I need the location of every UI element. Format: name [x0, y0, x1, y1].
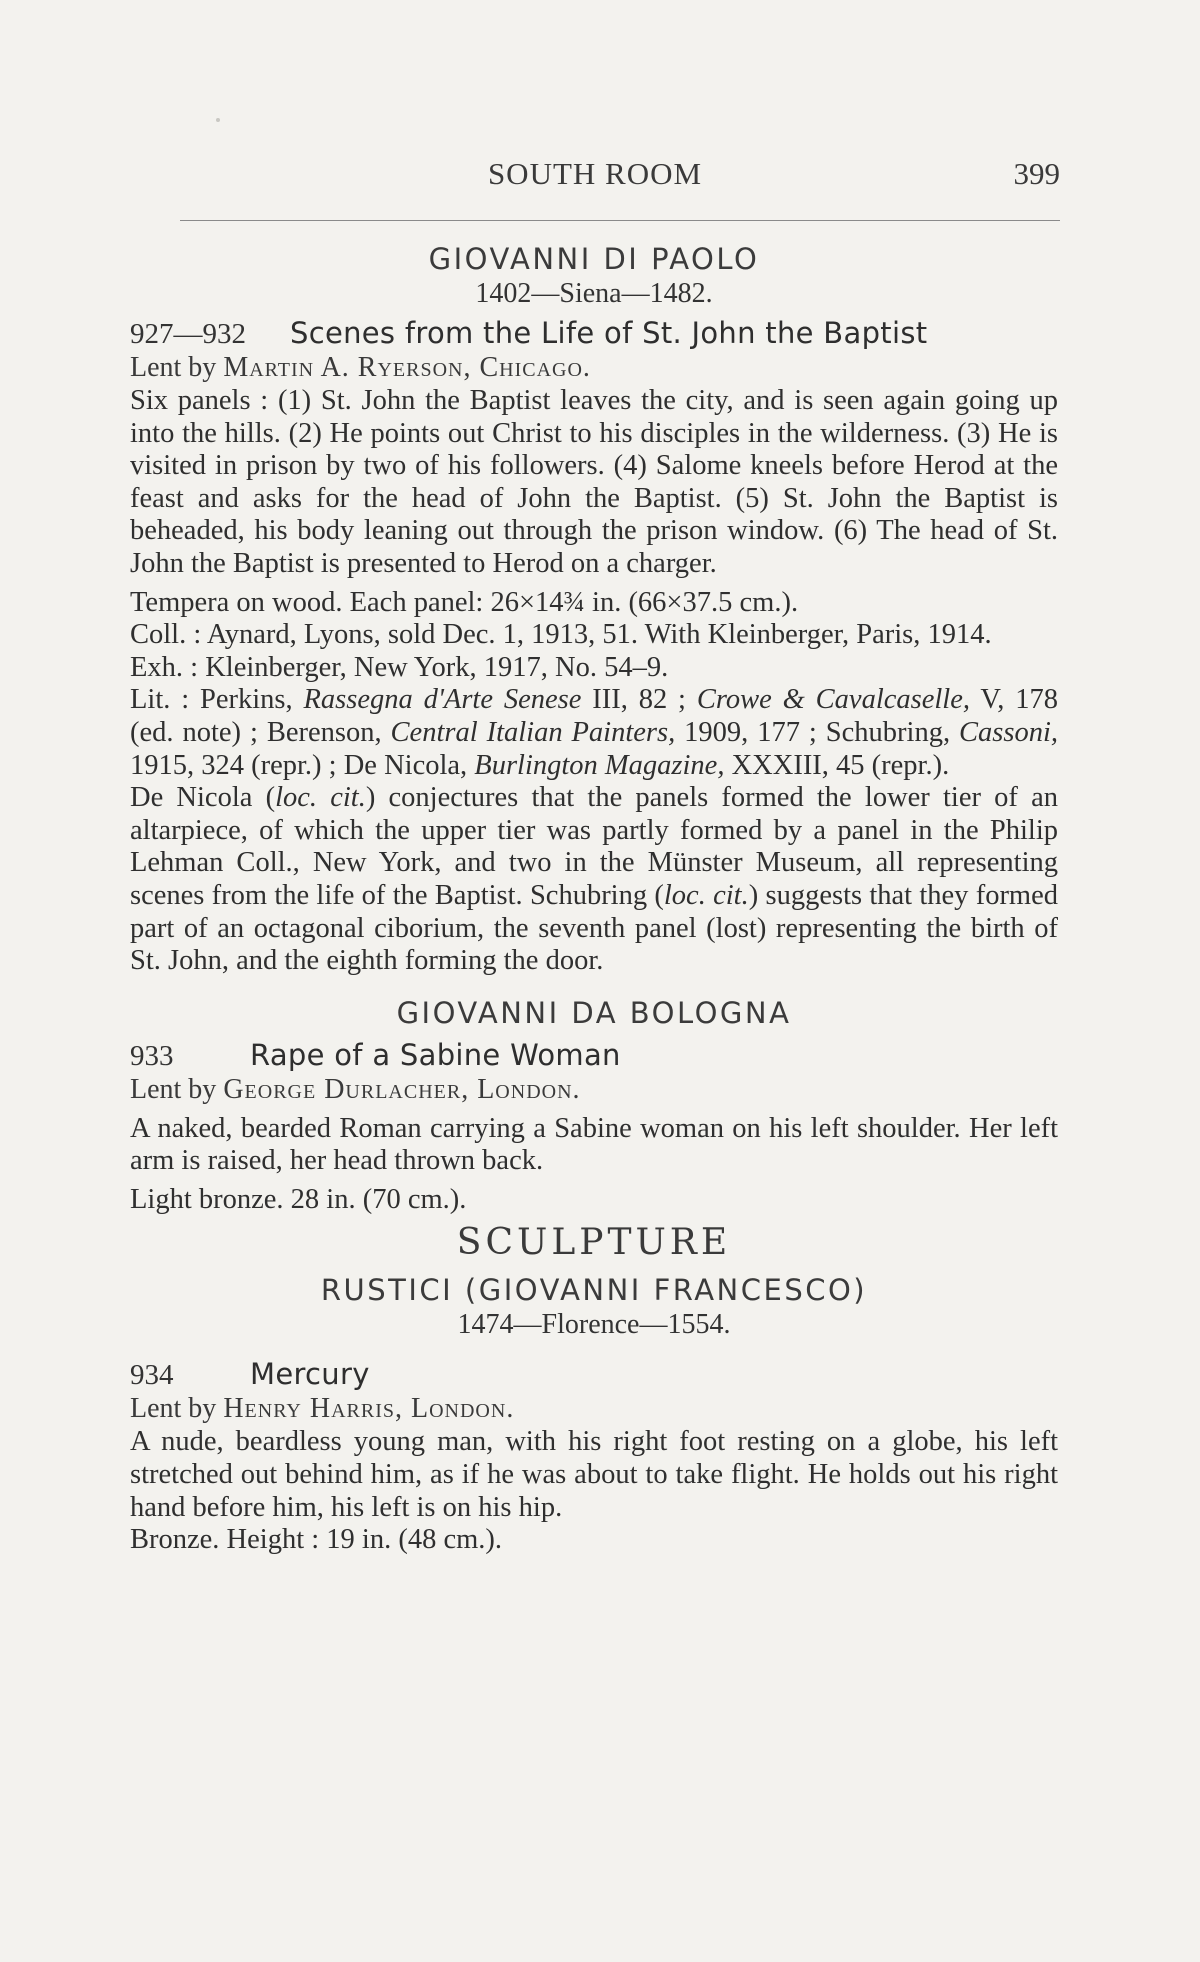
lit-title: Central Italian Painters, [390, 716, 676, 748]
lit-title: Cassoni, [959, 716, 1059, 748]
lit-text: XXXIII, 45 (repr.). [731, 749, 950, 781]
exhibition: Exh. : Kleinberger, New York, 1917, No. 54–9. [130, 651, 669, 683]
work-title: Mercury [250, 1357, 370, 1392]
medium: Tempera on wood. Each panel: 26×14¾ in. (66×37.5 cm.). [130, 586, 799, 618]
note-ref: loc. cit. [275, 782, 366, 814]
lit-text: V, 178 (ed. note) ; Berenson, [130, 684, 1058, 748]
collection: Coll. : Aynard, Lyons, sold Dec. 1, 1913, 51. With Kleinberger, Paris, 1914. [130, 619, 992, 651]
running-head: SOUTH ROOM [487, 156, 703, 191]
lent-prefix: Lent by [130, 1073, 217, 1105]
lender-line [130, 351, 1058, 385]
lit-text: III, 82 ; [592, 684, 686, 716]
lent-prefix: Lent by [130, 352, 217, 383]
lender-name: Henry Harris, London. [223, 1393, 515, 1425]
lit-title: Burlington Magazine, [474, 749, 725, 781]
page-content [130, 232, 1058, 1557]
note [130, 782, 1058, 978]
work-title: Scenes from the Life of St. John the Baptist [290, 316, 928, 350]
lit-text: 1915, 324 (repr.) ; De Nicola, [130, 749, 468, 781]
catalogue-number: 927—932 [130, 318, 246, 350]
description: A nude, beardless young man, with his right foot resting on a globe, his left stretched out behind him, as if he was about to take flight. He holds out his right hand before him, his left is on his hip. [130, 1426, 1058, 1523]
catalogue-number: 933 [130, 1039, 174, 1072]
note-text: De Nicola ( [130, 782, 276, 814]
lender-line [130, 1073, 1058, 1107]
header-rule [180, 220, 1060, 221]
lit-text: 1909, 177 ; Schubring, [684, 716, 951, 748]
lent-prefix: Lent by [130, 1393, 217, 1425]
artist-heading: RUSTICI (GIOVANNI FRANCESCO) [320, 1273, 868, 1308]
catalogue-number: 934 [130, 1359, 174, 1392]
lender-name: Martin A. Ryerson, Chicago. [223, 352, 591, 383]
note-ref: loc. cit. [663, 879, 749, 911]
medium: Light bronze. 28 in. (70 cm.). [130, 1183, 467, 1215]
entry-header [130, 1357, 1058, 1392]
medium: Bronze. Height : 19 in. (48 cm.). [130, 1524, 503, 1556]
entry-header [130, 316, 1058, 351]
note-text: ) suggests that they formed part of an octagonal ciborium, the seventh panel (lost) representing the birth of St. John, and the eighth forming the door. [130, 879, 1059, 977]
description: A naked, bearded Roman carrying a Sabine woman on his left shoulder. Her left arm is raised, her head thrown back. [130, 1112, 1058, 1177]
note-text: ) conjectures that the panels formed the lower tier of an altarpiece, of which the upper tier was partly formed by a panel in the Philip Lehman Coll., New York, and two in the Münster Museum, all representing scenes from the life of the Baptist. Schubring ( [130, 782, 1058, 911]
speck [216, 118, 220, 122]
description: Six panels : (1) St. John the Baptist leaves the city, and is seen again going up into the hills. (2) He points out Christ to his disciples in the wilderness. (3) He is visited in prison by two of his followers. (4) Salome kneels before Herod at the feast and asks for the head of John the Baptist. (5) St. John the Baptist is beheaded, his body leaning out through the prison window. (6) The head of St. John the Baptist is presented to Herod on a charger. [130, 385, 1058, 579]
lit-title: Crowe & Cavalcaselle, [696, 684, 971, 716]
page-header [130, 150, 1060, 200]
lit-title: Rassegna d'Arte Senese [303, 684, 582, 716]
page-number: 399 [1013, 156, 1060, 191]
entry-header [130, 1038, 1058, 1073]
artist-heading: GIOVANNI DI PAOLO [428, 242, 760, 276]
category-heading: SCULPTURE [456, 1222, 732, 1264]
artist-heading: GIOVANNI DA BOLOGNA [396, 995, 792, 1030]
artist-dates: 1402—Siena—1482. [475, 278, 713, 309]
artist-dates: 1474—Florence—1554. [457, 1309, 731, 1341]
lender-name: George Durlacher, London. [223, 1073, 581, 1105]
literature [130, 684, 1058, 782]
work-title: Rape of a Sabine Woman [250, 1037, 621, 1072]
lit-text: Lit. : Perkins, [130, 684, 293, 716]
lender-line [130, 1392, 1058, 1426]
